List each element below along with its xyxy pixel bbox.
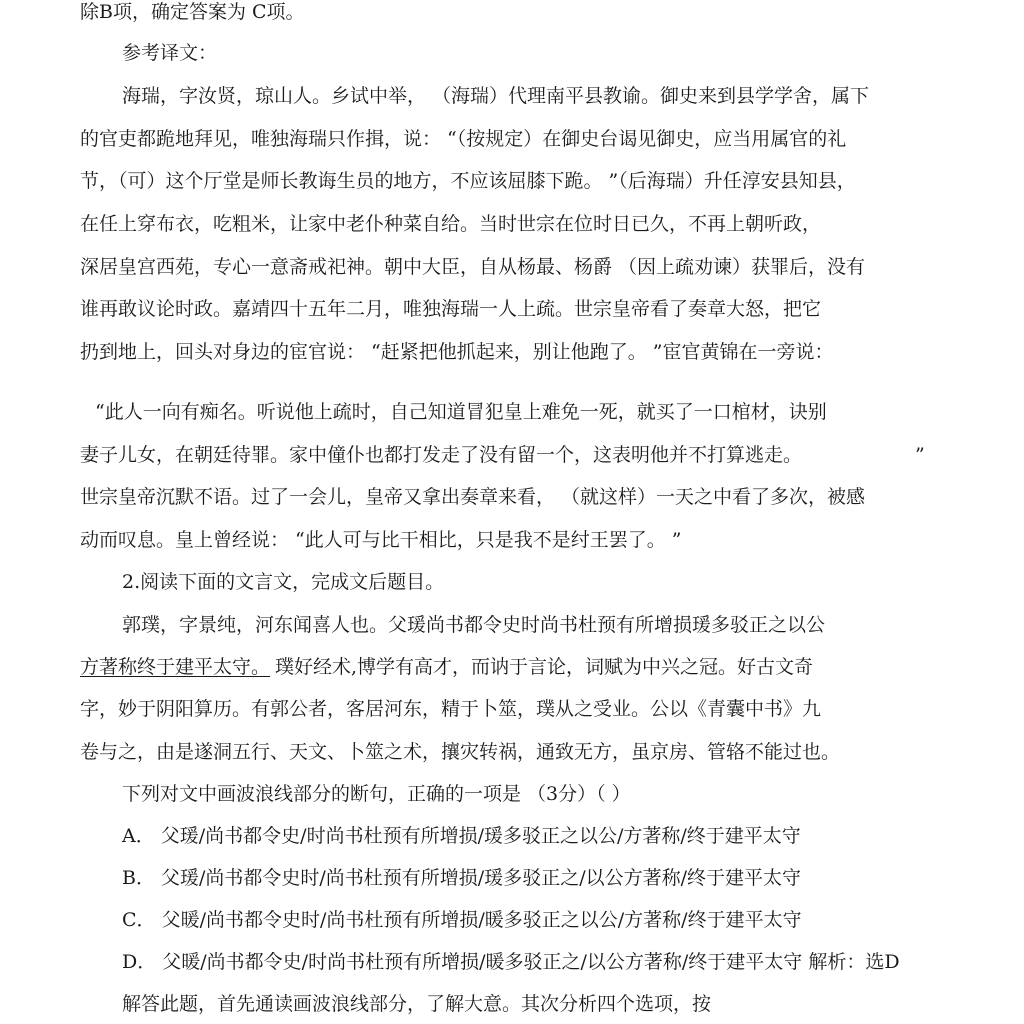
text-line: 动而叹息。皇上曾经说： “此人可与比干相比，只是我不是纣王罢了。 ” (80, 529, 682, 551)
text-line: “此人一向有痴名。听说他上疏时，自己知道冒犯皇上难免一死，就买了一口棺材，诀别 (95, 401, 827, 423)
option-d: D． 父暖/尚书都令史/时尚书杜预有所增损/暖多驳正之/以公方著称/终于建平太守 解析：选D (122, 951, 900, 973)
text-line: 深居皇宫西苑，专心一意斋戒祀神。朝中大臣，自从杨最、杨爵 （因上疏劝谏）获罪后，没有 (80, 256, 866, 278)
option-c: C． 父暖/尚书都令史时/尚书杜预有所增损/暖多驳正之以公/方著称/终于建平太守 (122, 909, 802, 931)
text-line: 世宗皇帝沉默不语。过了一会儿，皇帝又拿出奏章来看， （就这样）一天之中看了多次，被感 (80, 486, 866, 508)
text-line: 璞好经术,博学有高才，而讷于言论，词赋为中兴之冠。好古文奇 (275, 656, 814, 678)
text-line: 扔到地上，回头对身边的宦官说： “赶紧把他抓起来，别让他跑了。 ”宦官黄锦在一旁说： (80, 341, 834, 363)
text-line: 谁再敢议论时政。嘉靖四十五年二月，唯独海瑞一人上疏。世宗皇帝看了奏章大怒，把它 (80, 298, 822, 320)
text-line: 的官吏都跪地拜见，唯独海瑞只作揖，说： “（按规定）在御史台谒见御史，应当用属官的礼 (80, 128, 847, 150)
text-line: 卷与之，由是遂洞五行、天文、卜筮之术，攘灾转祸，通致无方，虽京房、管辂不能过也。 (80, 741, 841, 763)
text-line: 妻子儿女，在朝廷待罪。家中僮仆也都打发走了没有留一个，这表明他并不打算逃走。 (80, 444, 803, 466)
section-heading: 参考译文： (122, 42, 218, 64)
text-line: 节，（可）这个厅堂是师长教诲生员的地方，不应该屈膝下跪。 ”（后海瑞）升任淳安县知县， (80, 170, 856, 192)
text-line: 除B项，确定答案为 C项。 (80, 1, 305, 23)
question-heading: 2.阅读下面的文言文，完成文后题目。 (122, 571, 445, 593)
option-a: A． 父瑗/尚书都令史/时尚书杜预有所增损/瑗多驳正之以公/方著称/终于建平太守 (122, 825, 801, 847)
text-line: 海瑞，字汝贤，琼山人。乡试中举， （海瑞）代理南平县教谕。御史来到县学学舍，属下 (122, 85, 870, 107)
option-b: B． 父瑗/尚书都令史时/尚书杜预有所增损/瑗多驳正之/以公方著称/终于建平太守 (122, 867, 802, 889)
text-line: 在任上穿布衣，吃粗米，让家中老仆种菜自给。当时世宗在位时日已久，不再上朝听政， (80, 213, 822, 235)
question-prompt: 下列对文中画波浪线部分的断句，正确的一项是 （3分）（ ） (122, 783, 631, 805)
text-line: 解答此题，首先通读画波浪线部分，了解大意。其次分析四个选项，按 (122, 993, 712, 1015)
closing-quote: ” (915, 444, 925, 466)
text-line: 字，妙于阴阳算历。有郭公者，客居河东，精于卜筮，璞从之受业。公以《青囊中书》九 (80, 698, 822, 720)
text-line: 郭璞，字景纯，河东闻喜人也。父瑗尚书都令史时尚书杜预有所增损瑗多驳正之以公 (122, 614, 826, 636)
underlined-text: 方著称终于建平太守。 (80, 656, 271, 678)
